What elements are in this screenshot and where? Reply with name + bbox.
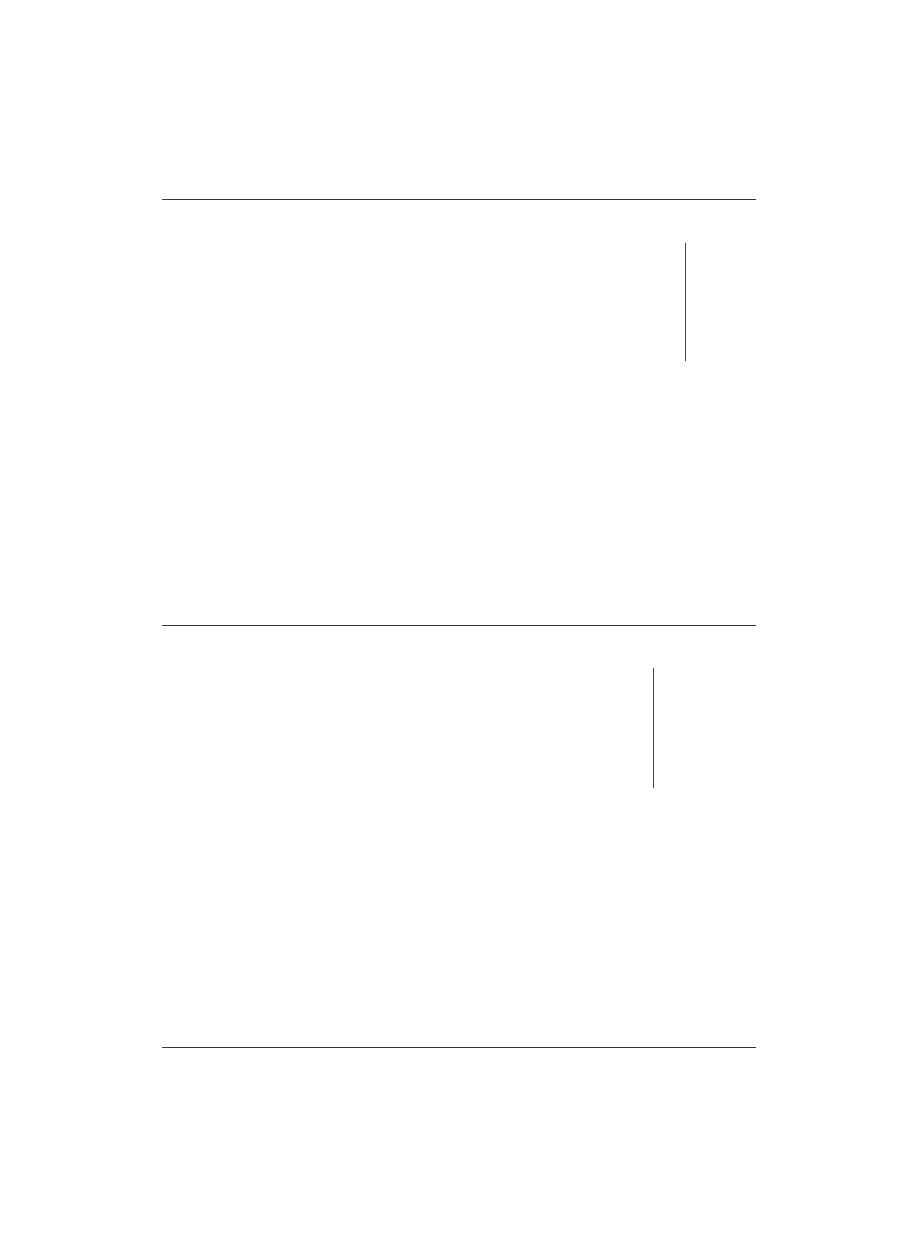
middle-rule <box>162 625 756 626</box>
top-rule <box>162 199 756 200</box>
bottom-rule <box>162 1047 756 1048</box>
footnote-separator-top <box>685 243 686 361</box>
footnote-separator-bottom <box>653 668 654 788</box>
